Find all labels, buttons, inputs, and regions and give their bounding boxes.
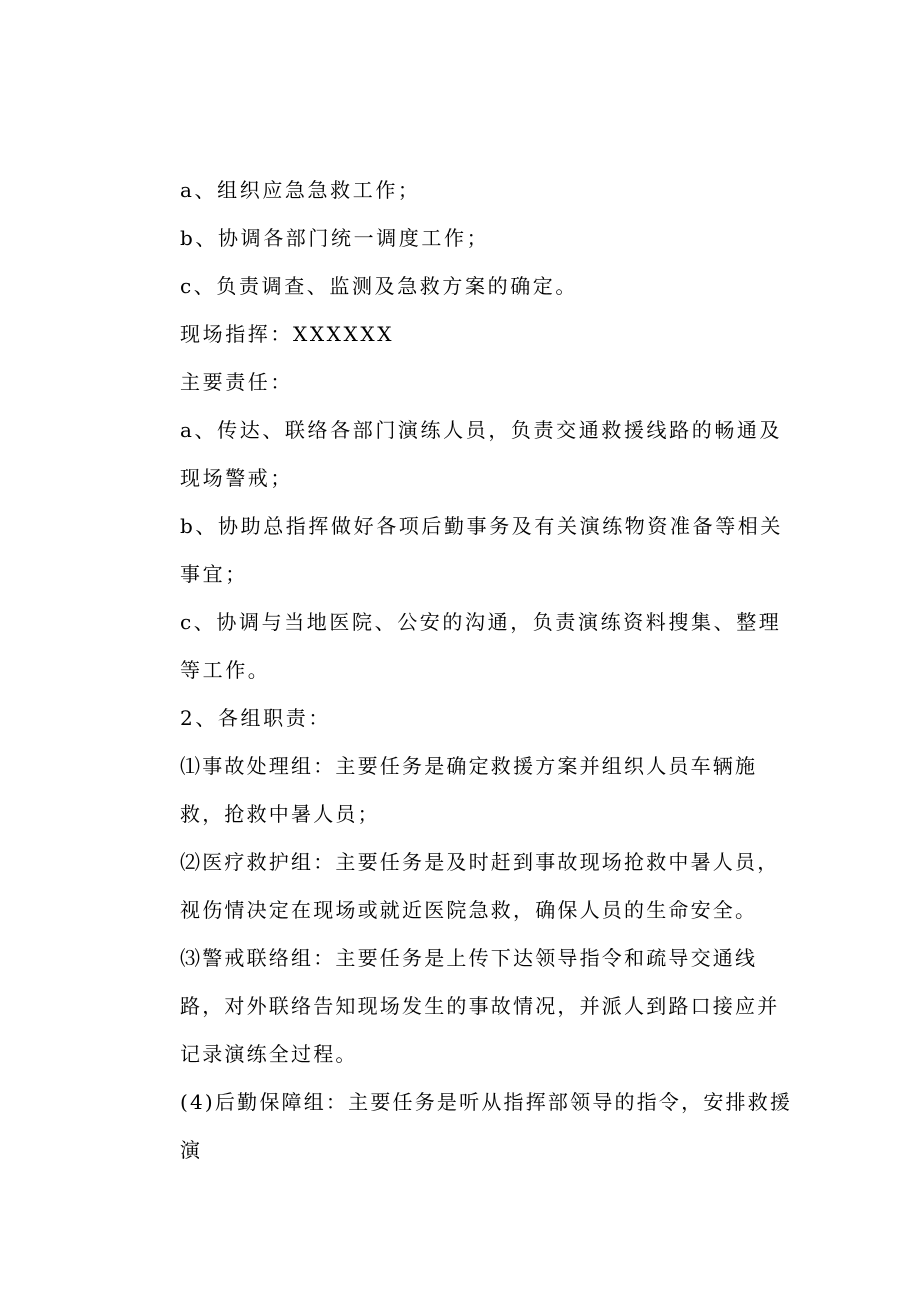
group-logistics-support: (4)后勤保障组：主要任务是听从指挥部领导的指令，安排救援演 — [180, 1090, 793, 1162]
item-a-organize-rescue: a、组织应急急救工作； — [180, 178, 421, 202]
group-alert-liaison: ⑶警戒联络组：主要任务是上传下达领导指令和疏导交通线路，对外联络告知现场发生的事故情况，并派人到路口接应并记录演练全过程。 — [180, 946, 780, 1066]
item-b-coordinate-departments: b、协调各部门统一调度工作； — [180, 226, 490, 250]
item-c-investigation-plan: c、负责调查、监测及急救方案的确定。 — [180, 274, 579, 298]
group-medical-rescue: ⑵医疗救护组：主要任务是及时赶到事故现场抢救中暑人员，视伤情决定在现场或就近医院急救，确保人员的生命安全。 — [180, 850, 780, 922]
document-body — [180, 166, 795, 1174]
item-a-communication-traffic: a、传达、联络各部门演练人员，负责交通救援线路的畅通及现场警戒； — [180, 418, 783, 490]
section-2-group-duties: 2、各组职责： — [180, 706, 331, 730]
group-accident-handling: ⑴事故处理组：主要任务是确定救援方案并组织人员车辆施救，抢救中暑人员； — [180, 754, 758, 826]
site-commander-line: 现场指挥：XXXXXX — [180, 322, 395, 346]
main-responsibilities-heading: 主要责任： — [180, 370, 293, 394]
item-c-hospital-police: c、协调与当地医院、公安的沟通，负责演练资料搜集、整理等工作。 — [180, 610, 782, 682]
item-b-logistics-assist: b、协助总指挥做好各项后勤事务及有关演练物资准备等相关事宜； — [180, 514, 784, 586]
